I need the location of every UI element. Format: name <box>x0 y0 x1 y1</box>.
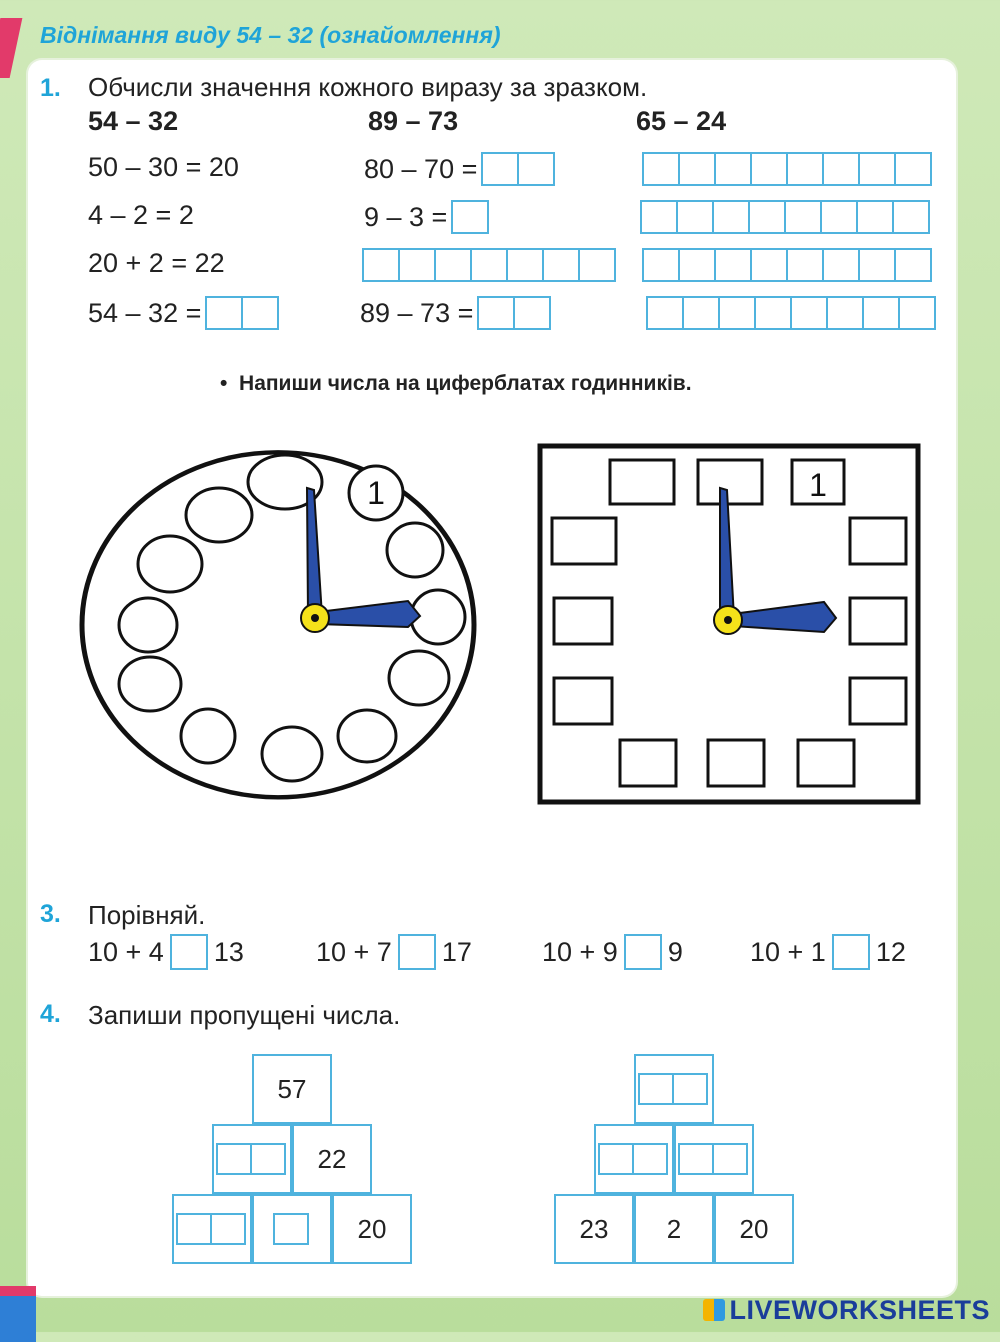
task3-instruction: Порівняй. <box>88 900 206 930</box>
compare-right: 17 <box>441 936 472 967</box>
c2-line1-text: 80 – 70 = <box>364 153 478 184</box>
liveworksheets-logo <box>703 1295 990 1326</box>
answer-boxes[interactable] <box>600 1143 668 1175</box>
c1-line3-text: 20 + 2 = 22 <box>88 248 225 278</box>
pyramid1-bottom-right: 20 <box>332 1194 412 1264</box>
task2-instruction: Напиши числа на циферблатах годинників. <box>239 372 692 395</box>
hour-slot-2[interactable] <box>387 523 443 577</box>
hour-slot-6[interactable] <box>708 740 764 786</box>
clock-number-1: 1 <box>367 475 385 511</box>
compare-left: 10 + 1 <box>750 936 826 967</box>
column1-head: 54 – 32 <box>88 106 179 136</box>
compare-sign-box[interactable] <box>624 934 662 970</box>
compare-left: 10 + 7 <box>316 936 392 967</box>
answer-boxes[interactable] <box>680 1143 748 1175</box>
pyramid2-mid-left <box>594 1124 674 1194</box>
corner-decoration <box>0 18 22 78</box>
column2-head: 89 – 73 <box>368 106 459 136</box>
c2-line3 <box>364 248 616 282</box>
hour-slot-8[interactable] <box>119 657 181 711</box>
hour-slot-11[interactable] <box>186 488 252 542</box>
compare-sign-box[interactable] <box>832 934 870 970</box>
c1-line1 <box>88 152 239 183</box>
pyramid2-mid-right <box>674 1124 754 1194</box>
answer-boxes[interactable] <box>218 1143 286 1175</box>
task4-number: 4. <box>40 1000 61 1028</box>
c3-line3 <box>644 248 932 282</box>
hour-slot-12[interactable] <box>698 460 762 504</box>
pyramid2-top <box>634 1054 714 1124</box>
hour-slot-8[interactable] <box>554 678 612 724</box>
hour-slot-11[interactable] <box>610 460 674 504</box>
c2-line4 <box>360 296 551 330</box>
answer-boxes[interactable] <box>364 248 616 282</box>
task4-instruction: Запиши пропущені числа. <box>88 1000 401 1030</box>
hour-slot-4[interactable] <box>850 678 906 724</box>
c3-line2 <box>642 200 930 234</box>
pyramid2-bottom-left: 23 <box>554 1194 634 1264</box>
answer-boxes[interactable] <box>178 1213 246 1245</box>
compare-left: 10 + 4 <box>88 936 164 967</box>
hour-slot-3[interactable] <box>850 598 906 644</box>
answer-boxes[interactable] <box>207 296 279 330</box>
task2-instruction-row <box>220 372 692 396</box>
pyramid1-bottom-mid <box>252 1194 332 1264</box>
answer-boxes[interactable] <box>642 200 930 234</box>
minute-hand <box>307 488 322 616</box>
column3-head: 65 – 24 <box>636 106 727 136</box>
compare-item-4 <box>750 934 906 970</box>
pyramid1-top: 57 <box>252 1054 332 1124</box>
answer-boxes[interactable] <box>640 1073 708 1105</box>
compare-item-3 <box>542 934 683 970</box>
hour-slot-7[interactable] <box>620 740 676 786</box>
square-clock <box>534 442 922 806</box>
c2-line1 <box>364 152 555 186</box>
corner-cube-decoration <box>0 1286 36 1342</box>
c1-line3 <box>88 248 225 279</box>
pyramid1-bottom-left <box>172 1194 252 1264</box>
c1-line4 <box>88 296 279 330</box>
hour-slot-10[interactable] <box>138 536 202 592</box>
bullet: • <box>220 372 228 395</box>
hour-slot-5[interactable] <box>338 710 396 762</box>
compare-left: 10 + 9 <box>542 936 618 967</box>
answer-boxes[interactable] <box>479 296 551 330</box>
clock-number-1: 1 <box>809 467 827 503</box>
pyramid1-mid-left <box>212 1124 292 1194</box>
pyramid2-bottom-mid: 2 <box>634 1194 714 1264</box>
hour-slot-7[interactable] <box>181 709 235 763</box>
c3-line1 <box>644 152 932 186</box>
c1-line2 <box>88 200 194 231</box>
task3-number: 3. <box>40 900 61 928</box>
hour-slot-10[interactable] <box>552 518 616 564</box>
c1-line1-text: 50 – 30 = 20 <box>88 152 239 182</box>
compare-sign-box[interactable] <box>398 934 436 970</box>
hour-slot-9[interactable] <box>554 598 612 644</box>
hour-slot-2[interactable] <box>850 518 906 564</box>
c3-line4 <box>648 296 936 330</box>
page-title: Віднімання виду 54 – 32 (ознайомлення) <box>40 22 501 48</box>
c1-line2-text: 4 – 2 = 2 <box>88 200 194 230</box>
answer-boxes[interactable] <box>453 200 489 234</box>
task1-number: 1. <box>40 74 61 102</box>
round-clock <box>78 440 478 810</box>
compare-right: 12 <box>875 936 906 967</box>
compare-right: 9 <box>667 936 683 967</box>
hour-slot-5[interactable] <box>798 740 854 786</box>
task1-instruction: Обчисли значення кожного виразу за зразком. <box>88 72 648 102</box>
logo-text: LIVEWORKSHEETS <box>729 1295 990 1325</box>
answer-boxes[interactable] <box>483 152 555 186</box>
worksheet <box>28 60 956 1296</box>
logo-icon <box>703 1299 725 1321</box>
c2-line2 <box>364 200 489 234</box>
hour-slot-6[interactable] <box>262 727 322 781</box>
answer-boxes[interactable] <box>644 248 932 282</box>
compare-right: 13 <box>213 936 244 967</box>
answer-boxes[interactable] <box>275 1213 309 1245</box>
hour-slot-9[interactable] <box>119 598 177 652</box>
answer-boxes[interactable] <box>648 296 936 330</box>
c2-line2-text: 9 – 3 = <box>364 201 448 232</box>
c2-line4-text: 89 – 73 = <box>360 297 474 328</box>
pyramid2-bottom-right: 20 <box>714 1194 794 1264</box>
hour-slot-4[interactable] <box>389 651 449 705</box>
answer-boxes[interactable] <box>644 152 932 186</box>
hour-hand <box>318 601 420 627</box>
pyramid1-mid-right: 22 <box>292 1124 372 1194</box>
compare-sign-box[interactable] <box>170 934 208 970</box>
compare-item-1 <box>88 934 244 970</box>
c1-line4-text: 54 – 32 = <box>88 297 202 328</box>
compare-item-2 <box>316 934 472 970</box>
